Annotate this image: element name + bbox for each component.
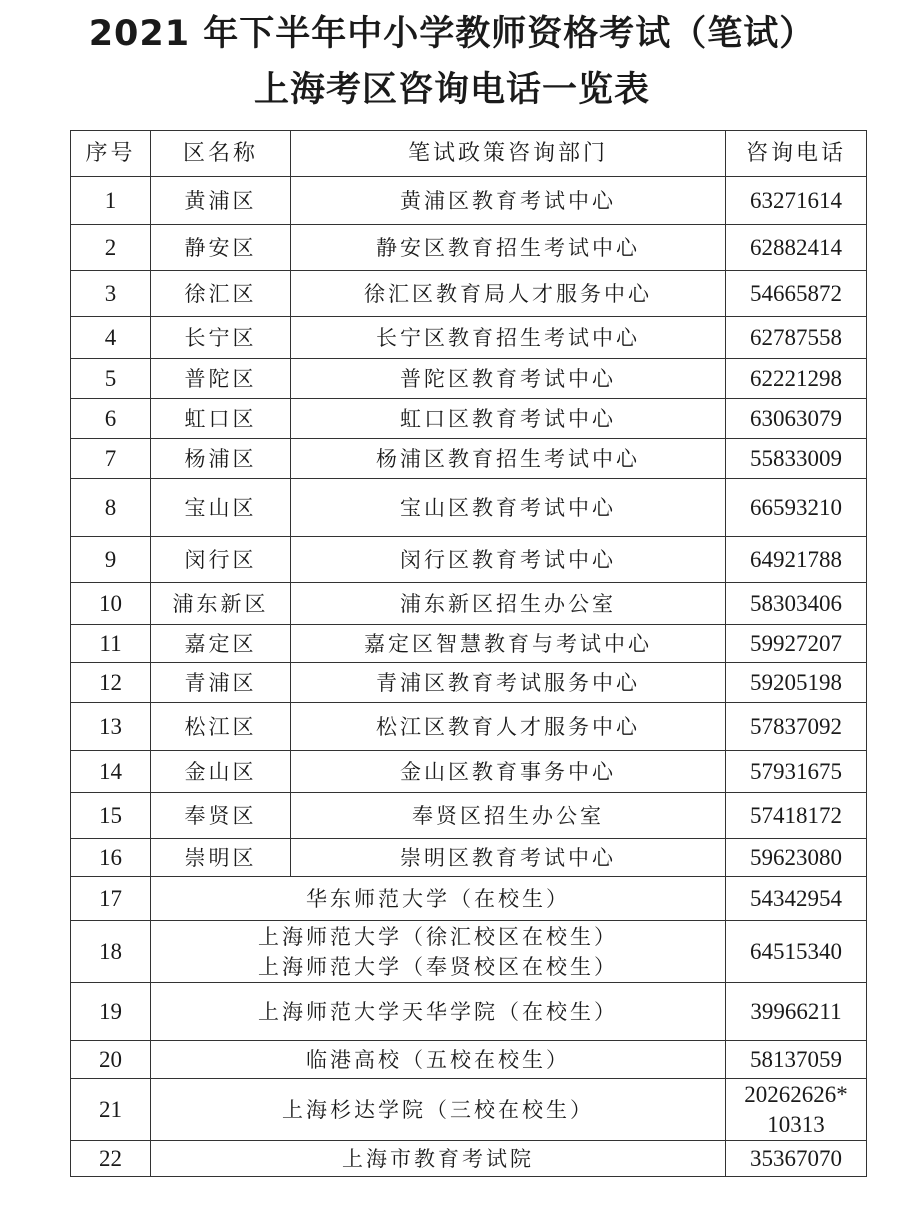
- phone-line: 66593210: [750, 494, 842, 520]
- row-department: [291, 839, 726, 877]
- phone-line: 54665872: [750, 280, 842, 306]
- row-serial-number: 3: [71, 271, 151, 317]
- row-district-name: 虹口区: [151, 399, 291, 439]
- department-line: 虹口区教育考试中心: [400, 406, 616, 431]
- row-department: [151, 983, 726, 1041]
- row-phone: [726, 225, 867, 271]
- phone-line: 59205198: [750, 669, 842, 695]
- department-line: 杨浦区教育招生考试中心: [376, 446, 640, 471]
- department-line: 闵行区教育考试中心: [400, 547, 616, 572]
- row-serial-number: 22: [71, 1141, 151, 1177]
- department-line: 嘉定区智慧教育与考试中心: [364, 631, 652, 656]
- phone-line: 64921788: [750, 546, 842, 572]
- department-line: 上海师范大学天华学院（在校生）: [258, 999, 618, 1024]
- row-department: [291, 177, 726, 225]
- table-row: [71, 1141, 867, 1177]
- row-department: [291, 625, 726, 663]
- department-line: 崇明区教育考试中心: [400, 845, 616, 870]
- table-row: [71, 751, 867, 793]
- row-serial-number: 8: [71, 479, 151, 537]
- table-row: [71, 177, 867, 225]
- row-district-name: 静安区: [151, 225, 291, 271]
- row-phone: [726, 1141, 867, 1177]
- row-serial-number: 18: [71, 921, 151, 983]
- table-row: [71, 271, 867, 317]
- row-serial-number: 12: [71, 663, 151, 703]
- row-department: [151, 1041, 726, 1079]
- row-department: [291, 225, 726, 271]
- row-phone: [726, 703, 867, 751]
- department-line: 松江区教育人才服务中心: [376, 714, 640, 739]
- phone-line: 55833009: [750, 445, 842, 471]
- page-title-line-2: 上海考区咨询电话一览表: [253, 70, 650, 110]
- table-row: [71, 839, 867, 877]
- table-row: [71, 921, 867, 983]
- phone-line: 58137059: [750, 1046, 842, 1072]
- row-phone: [726, 439, 867, 479]
- row-phone: [726, 921, 867, 983]
- phone-line: 20262626*: [744, 1081, 848, 1107]
- table-row: [71, 583, 867, 625]
- row-district-name: 青浦区: [151, 663, 291, 703]
- row-district-name: 长宁区: [151, 317, 291, 359]
- table-body: [71, 177, 867, 1177]
- department-line: 浦东新区招生办公室: [400, 591, 616, 616]
- header-serial-number: 序号: [71, 131, 151, 177]
- row-phone: [726, 1041, 867, 1079]
- row-district-name: 松江区: [151, 703, 291, 751]
- row-serial-number: 4: [71, 317, 151, 359]
- department-line: 临港高校（五校在校生）: [306, 1047, 570, 1072]
- row-phone: [726, 793, 867, 839]
- row-department: [291, 663, 726, 703]
- row-department: [291, 583, 726, 625]
- row-serial-number: 11: [71, 625, 151, 663]
- row-phone: [726, 271, 867, 317]
- row-district-name: 黄浦区: [151, 177, 291, 225]
- row-district-name: 杨浦区: [151, 439, 291, 479]
- row-serial-number: 20: [71, 1041, 151, 1079]
- phone-line: 62882414: [750, 234, 842, 260]
- phone-line: 58303406: [750, 590, 842, 616]
- table-row: [71, 1079, 867, 1141]
- table-row: [71, 983, 867, 1041]
- row-district-name: 徐汇区: [151, 271, 291, 317]
- table-row: [71, 359, 867, 399]
- contact-table: [70, 130, 867, 1177]
- department-line: 静安区教育招生考试中心: [376, 235, 640, 260]
- phone-line: 59927207: [750, 630, 842, 656]
- row-department: [151, 877, 726, 921]
- table-row: [71, 225, 867, 271]
- table-row: [71, 793, 867, 839]
- row-department: [291, 479, 726, 537]
- row-phone: [726, 583, 867, 625]
- row-serial-number: 17: [71, 877, 151, 921]
- row-phone: [726, 1079, 867, 1141]
- phone-line: 57837092: [750, 713, 842, 739]
- table-header-row: [71, 131, 867, 177]
- phone-line: 63063079: [750, 405, 842, 431]
- row-phone: [726, 751, 867, 793]
- phone-line: 35367070: [750, 1145, 842, 1171]
- row-phone: [726, 479, 867, 537]
- department-line: 黄浦区教育考试中心: [400, 188, 616, 213]
- row-phone: [726, 317, 867, 359]
- phone-line: 59623080: [750, 844, 842, 870]
- row-serial-number: 19: [71, 983, 151, 1041]
- phone-line: 63271614: [750, 187, 842, 213]
- row-department: [291, 271, 726, 317]
- row-district-name: 浦东新区: [151, 583, 291, 625]
- row-serial-number: 14: [71, 751, 151, 793]
- row-department: [151, 1141, 726, 1177]
- row-serial-number: 6: [71, 399, 151, 439]
- department-line: 上海市教育考试院: [342, 1146, 534, 1171]
- row-department: [151, 1079, 726, 1141]
- phone-line: 57931675: [750, 758, 842, 784]
- row-department: [291, 793, 726, 839]
- row-district-name: 嘉定区: [151, 625, 291, 663]
- row-department: [291, 359, 726, 399]
- department-line: 上海师范大学（徐汇校区在校生）: [258, 924, 618, 949]
- row-serial-number: 5: [71, 359, 151, 399]
- table-row: [71, 439, 867, 479]
- row-district-name: 普陀区: [151, 359, 291, 399]
- row-department: [291, 703, 726, 751]
- table-row: [71, 703, 867, 751]
- table-row: [71, 479, 867, 537]
- row-serial-number: 16: [71, 839, 151, 877]
- row-phone: [726, 399, 867, 439]
- row-district-name: 崇明区: [151, 839, 291, 877]
- department-line: 奉贤区招生办公室: [412, 803, 604, 828]
- department-line: 长宁区教育招生考试中心: [376, 325, 640, 350]
- phone-line: 62787558: [750, 324, 842, 350]
- table-row: [71, 877, 867, 921]
- page-title-line-1: 2021 年下半年中小学教师资格考试（笔试）: [88, 14, 816, 54]
- row-district-name: 金山区: [151, 751, 291, 793]
- row-phone: [726, 359, 867, 399]
- department-line: 华东师范大学（在校生）: [306, 886, 570, 911]
- table-row: [71, 537, 867, 583]
- row-department: [291, 439, 726, 479]
- header-consult-phone: 咨询电话: [726, 131, 867, 177]
- department-line: 宝山区教育考试中心: [400, 495, 616, 520]
- table-row: [71, 317, 867, 359]
- row-serial-number: 1: [71, 177, 151, 225]
- table-row: [71, 625, 867, 663]
- row-department: [291, 317, 726, 359]
- row-phone: [726, 839, 867, 877]
- phone-line: 62221298: [750, 365, 842, 391]
- row-serial-number: 9: [71, 537, 151, 583]
- department-line: 上海师范大学（奉贤校区在校生）: [258, 954, 618, 979]
- department-line: 徐汇区教育局人才服务中心: [364, 281, 652, 306]
- row-serial-number: 21: [71, 1079, 151, 1141]
- phone-line: 57418172: [750, 802, 842, 828]
- table-row: [71, 663, 867, 703]
- header-district-name: 区名称: [151, 131, 291, 177]
- phone-line: 39966211: [750, 998, 842, 1024]
- department-line: 普陀区教育考试中心: [400, 366, 616, 391]
- row-district-name: 宝山区: [151, 479, 291, 537]
- row-phone: [726, 625, 867, 663]
- row-phone: [726, 537, 867, 583]
- phone-line: 10313: [767, 1111, 825, 1137]
- row-department: [291, 399, 726, 439]
- row-phone: [726, 177, 867, 225]
- row-department: [151, 921, 726, 983]
- header-consult-department: 笔试政策咨询部门: [291, 131, 726, 177]
- row-phone: [726, 663, 867, 703]
- department-line: 金山区教育事务中心: [400, 759, 616, 784]
- department-line: 青浦区教育考试服务中心: [376, 670, 640, 695]
- row-district-name: 奉贤区: [151, 793, 291, 839]
- row-phone: [726, 877, 867, 921]
- row-serial-number: 15: [71, 793, 151, 839]
- row-serial-number: 13: [71, 703, 151, 751]
- row-serial-number: 2: [71, 225, 151, 271]
- row-phone: [726, 983, 867, 1041]
- row-department: [291, 751, 726, 793]
- table-row: [71, 1041, 867, 1079]
- department-line: 上海杉达学院（三校在校生）: [282, 1097, 594, 1122]
- row-district-name: 闵行区: [151, 537, 291, 583]
- table-row: [71, 399, 867, 439]
- phone-line: 54342954: [750, 885, 842, 911]
- phone-line: 64515340: [750, 938, 842, 964]
- row-serial-number: 7: [71, 439, 151, 479]
- row-department: [291, 537, 726, 583]
- row-serial-number: 10: [71, 583, 151, 625]
